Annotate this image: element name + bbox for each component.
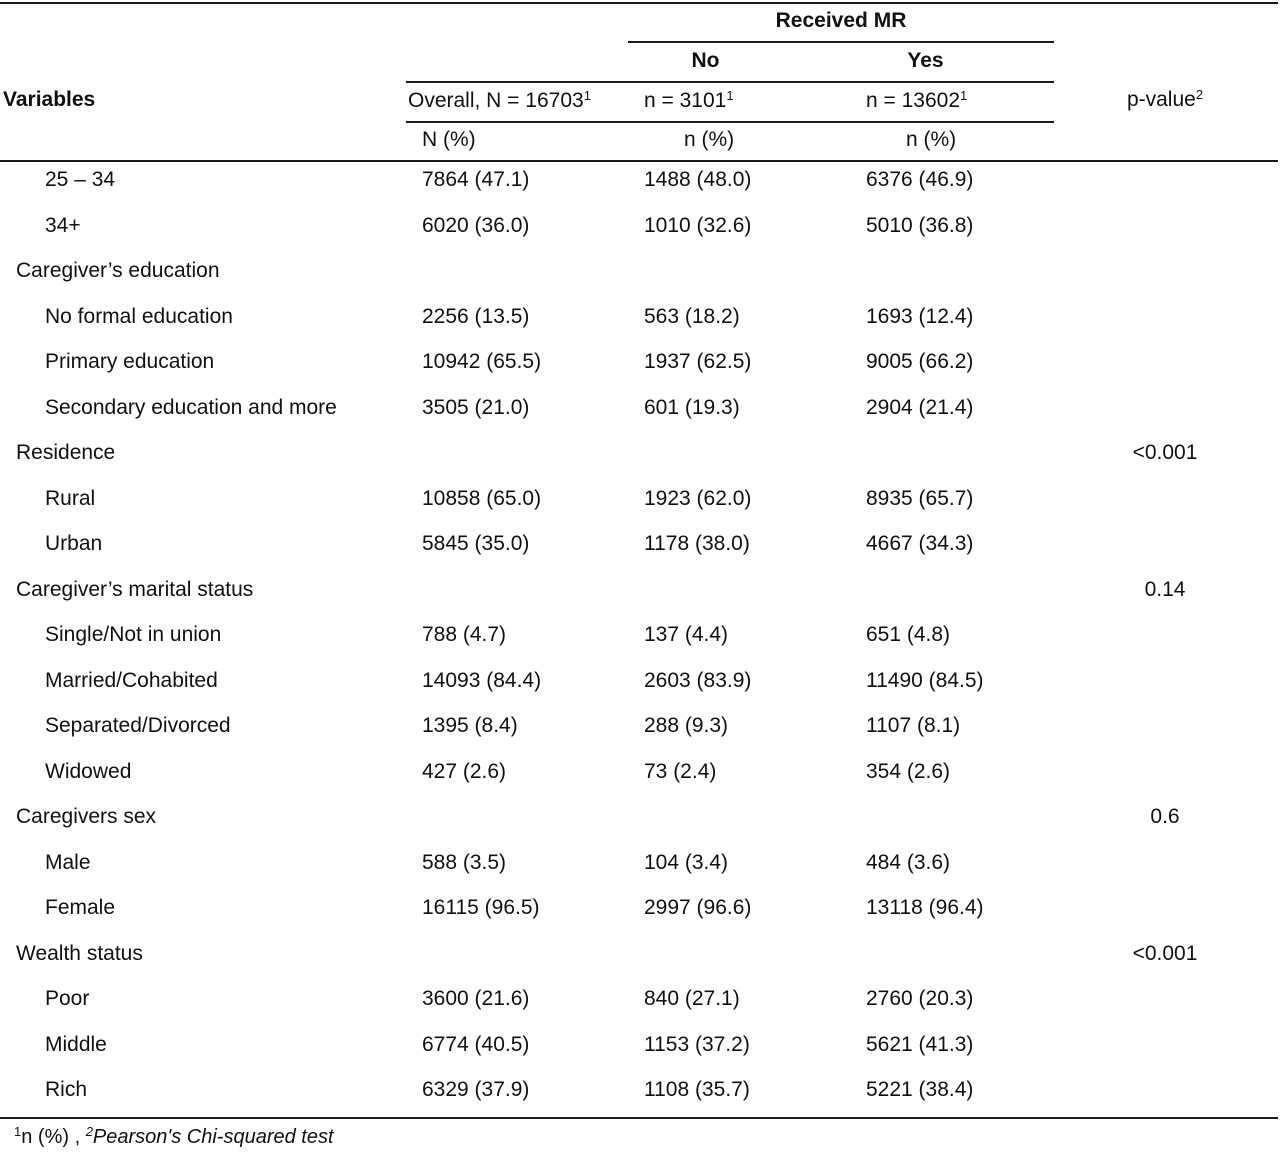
row-sublabel: 25 – 34 xyxy=(45,168,116,191)
cell-yes: 8935 (65.7) xyxy=(866,487,974,510)
row-sublabel: Rural xyxy=(45,487,96,510)
no-n-header: $n = 3101^1$ xyxy=(644,88,734,112)
cell-overall: 3505 (21.0) xyxy=(422,396,530,419)
row-sublabel: Primary education xyxy=(45,350,215,373)
overall-unit-header: N (%) xyxy=(422,128,476,151)
pvalue-header: p-value$^2$ xyxy=(1126,87,1204,111)
overall-n-header: Overall, $N = 16703^1$ xyxy=(408,88,591,112)
cell-no: 288 (9.3) xyxy=(644,714,729,737)
cell-yes: 651 (4.8) xyxy=(866,623,951,646)
cell-no: 1108 (35.7) xyxy=(644,1078,750,1101)
cell-yes: 2760 (20.3) xyxy=(866,987,974,1010)
no-unit-header: n (%) xyxy=(684,128,735,151)
cell-yes: 4667 (34.3) xyxy=(866,532,974,555)
row-sublabel: Married/Cohabited xyxy=(45,669,218,692)
cell-overall: 5845 (35.0) xyxy=(422,532,530,555)
yes-header: Yes xyxy=(907,49,944,72)
cell-no: 1923 (62.0) xyxy=(644,487,752,510)
cell-yes: 5010 (36.8) xyxy=(866,214,974,237)
footnote: $^1$n (%) , $^2$Pearson's Chi-squared test xyxy=(14,1124,334,1148)
cell-overall: 1395 (8.4) xyxy=(422,714,518,737)
cell-overall: 10942 (65.5) xyxy=(422,350,542,373)
cell-yes: 9005 (66.2) xyxy=(866,350,974,373)
cell-no: 137 (4.4) xyxy=(644,623,729,646)
cell-pvalue: 0.14 xyxy=(1144,578,1186,601)
no-header: No xyxy=(691,49,720,72)
row-group-label: Caregiver’s marital status xyxy=(16,578,254,601)
row-group-label: Residence xyxy=(16,441,116,464)
cell-pvalue: <0.001 xyxy=(1132,441,1198,464)
yes-unit-header: n (%) xyxy=(906,128,957,151)
top-rule xyxy=(0,2,1278,4)
cell-overall: 10858 (65.0) xyxy=(422,487,542,510)
row-group-label: Caregivers sex xyxy=(16,805,157,828)
cell-no: 1937 (62.5) xyxy=(644,350,752,373)
cell-yes: 484 (3.6) xyxy=(866,851,951,874)
received-mr-rule xyxy=(628,41,1054,43)
row-sublabel: Separated/Divorced xyxy=(45,714,231,737)
cell-no: 1178 (38.0) xyxy=(644,532,750,555)
cell-no: 563 (18.2) xyxy=(644,305,740,328)
row-sublabel: Rich xyxy=(45,1078,88,1101)
cell-overall: 6774 (40.5) xyxy=(422,1033,530,1056)
table-bottom-rule xyxy=(0,1117,1278,1119)
cell-yes: 6376 (46.9) xyxy=(866,168,974,191)
cell-no: 73 (2.4) xyxy=(644,760,717,783)
cell-yes: 13118 (96.4) xyxy=(866,896,984,919)
cell-overall: 7864 (47.1) xyxy=(422,168,530,191)
variables-header: Variables xyxy=(3,88,96,111)
row-sublabel: 34+ xyxy=(45,214,81,237)
cell-overall: 588 (3.5) xyxy=(422,851,507,874)
row-group-label: Wealth status xyxy=(16,942,143,965)
cell-overall: 2256 (13.5) xyxy=(422,305,530,328)
cell-yes: 5221 (38.4) xyxy=(866,1078,974,1101)
received-mr-header: Received MR xyxy=(775,9,907,32)
row-sublabel: Middle xyxy=(45,1033,107,1056)
cell-overall: 788 (4.7) xyxy=(422,623,507,646)
cell-overall: 6329 (37.9) xyxy=(422,1078,530,1101)
cell-no: 2997 (96.6) xyxy=(644,896,752,919)
cell-pvalue: 0.6 xyxy=(1150,805,1180,828)
cell-overall: 3600 (21.6) xyxy=(422,987,530,1010)
row-sublabel: Female xyxy=(45,896,116,919)
row-sublabel: Poor xyxy=(45,987,90,1010)
row-sublabel: No formal education xyxy=(45,305,233,328)
row-group-label: Caregiver’s education xyxy=(16,259,220,282)
row-sublabel: Secondary education and more xyxy=(45,396,337,419)
cell-overall: 14093 (84.4) xyxy=(422,669,542,692)
row-sublabel: Widowed xyxy=(45,760,132,783)
cell-yes: 354 (2.6) xyxy=(866,760,951,783)
row-sublabel: Urban xyxy=(45,532,103,555)
no-yes-rule xyxy=(406,81,1054,83)
cell-pvalue: <0.001 xyxy=(1132,942,1198,965)
yes-n-header: $n = 13602^1$ xyxy=(866,88,968,112)
row-sublabel: Single/Not in union xyxy=(45,623,222,646)
header-bottom-rule xyxy=(0,160,1278,162)
cell-no: 1488 (48.0) xyxy=(644,168,752,191)
cell-no: 601 (19.3) xyxy=(644,396,740,419)
cell-no: 1153 (37.2) xyxy=(644,1033,750,1056)
cell-no: 104 (3.4) xyxy=(644,851,729,874)
cell-yes: 2904 (21.4) xyxy=(866,396,974,419)
cell-overall: 6020 (36.0) xyxy=(422,214,530,237)
cell-no: 2603 (83.9) xyxy=(644,669,752,692)
row-sublabel: Male xyxy=(45,851,91,874)
n-rule xyxy=(406,121,1054,123)
cell-yes: 11490 (84.5) xyxy=(866,669,984,692)
cell-yes: 1107 (8.1) xyxy=(866,714,961,737)
cell-yes: 5621 (41.3) xyxy=(866,1033,974,1056)
cell-yes: 1693 (12.4) xyxy=(866,305,974,328)
cell-overall: 16115 (96.5) xyxy=(422,896,540,919)
cell-no: 1010 (32.6) xyxy=(644,214,752,237)
cell-no: 840 (27.1) xyxy=(644,987,740,1010)
cell-overall: 427 (2.6) xyxy=(422,760,507,783)
